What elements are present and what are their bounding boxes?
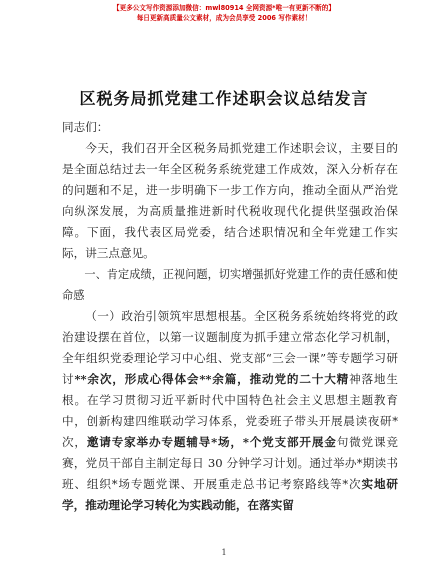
para1-part-d: 邀请专家举办专题辅导*场，*个党支部开展金 (86, 435, 337, 449)
section-heading-1: 一、肯定成绩，正视问题，切实增强抓好党建工作的责任感和使命感 (62, 268, 398, 302)
page-number: 1 (221, 548, 227, 557)
para1-part-c: 神落地生根。在学习贯彻习近平新时代中国特色社会主义思想主题教育中，创新构建四维联动学习体系，党委班子带头开展晨读夜研*次， (62, 372, 398, 449)
document-body (62, 117, 398, 516)
salutation: 同志们： (62, 120, 109, 134)
para1-part-f: 实地研学，推动理论学习转化为实践动能， (62, 477, 398, 512)
para1-part-b: **余次，形成心得体会**余篇，推动党的二十大精 (74, 372, 350, 386)
intro-paragraph: 今天，我们召开全区税务局抓党建工作述职会议，主要目的是全面总结过去一年全区税务系统党建工作成效，深入分析存在的问题和不足，进一步明确下一步工作方向，推动全面从严治党向纵深发展，为高质量推进新时代税收现代化提供坚强政治保障。下面，我代表区局党委，结合述职情况和全年党建工作实际，讲三点意见。 (62, 141, 398, 260)
document-title: 区税务局抓党建工作述职会议总结发言 (79, 89, 369, 108)
para1-part-a: （一）政治引领筑牢思想根基。全区税务系统始终将党的政治建设摆在首位，以第一议题制度为抓手建立常态化学习机制，全年组织党委理论学习中心组、党支部“三会一课”等专题学习研讨 (62, 309, 398, 386)
para1-part-e: 句微党课竞赛，党员干部自主制定每日 30 分钟学习计划。通过举办*期读书班、组织*场专题党课、开展重走总书记考察路线等*次 (62, 435, 398, 491)
banner-line-1: 【更多公文写作资源添加微信：mwl80914 全网资源*唯一有更新不断的】 (113, 4, 335, 12)
banner-line-2: 每日更新高质量公文素材，成为会员享受 2006 写作素材！ (136, 14, 312, 22)
paragraph-1 (62, 306, 398, 516)
para1-part-g: 在落实留 (247, 498, 294, 512)
promo-banner (0, 3, 448, 23)
